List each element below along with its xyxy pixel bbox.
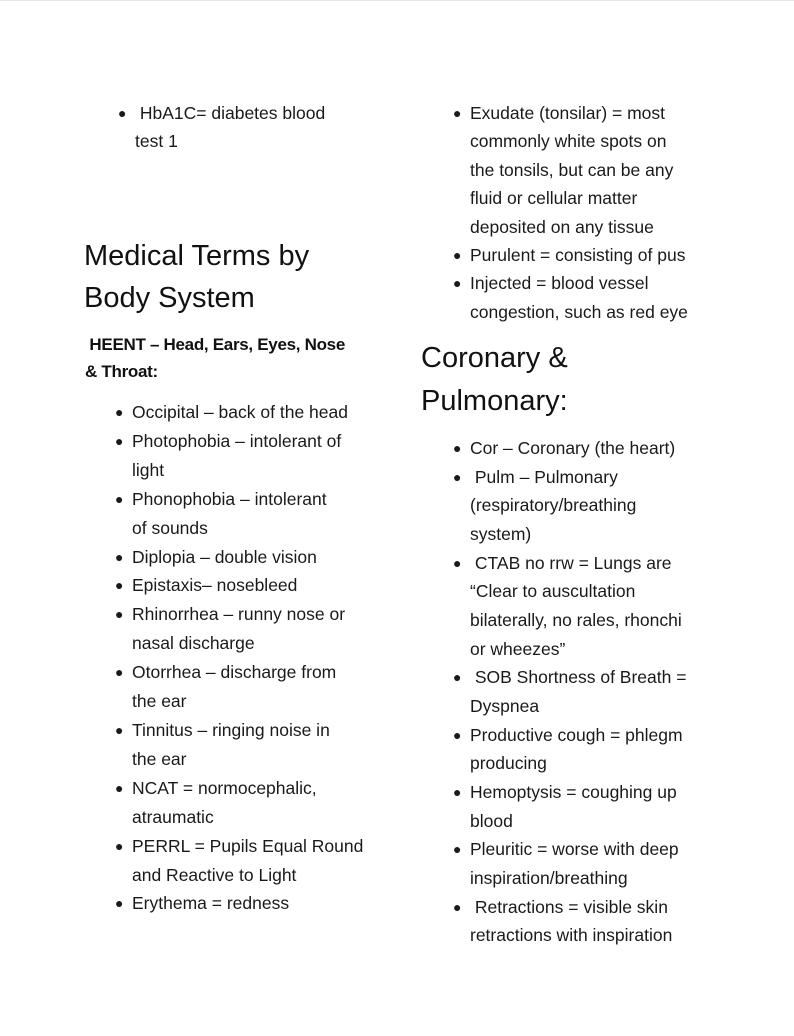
bullet-icon: ●: [118, 105, 127, 121]
list-item: [453, 778, 686, 835]
list-item-line: retractions with inspiration: [470, 925, 673, 946]
subheading-line: HEENT – Head, Ears, Eyes, Nose: [85, 335, 345, 354]
list-item-line: producing: [470, 753, 547, 774]
list-item-line: Tinnitus – ringing noise in: [132, 719, 330, 740]
list-item-line: CTAB no rrw = Lungs are: [470, 552, 672, 573]
list-item-line: Exudate (tonsilar) = most: [470, 103, 666, 123]
list-item: [453, 241, 688, 269]
list-item-line: system): [470, 523, 532, 544]
list-item-line: bilaterally, no rales, rhonchi: [470, 609, 682, 630]
page-top-border: [0, 0, 794, 1]
bullet-icon: ●: [453, 440, 462, 456]
list-item-line: Dyspnea: [470, 695, 540, 716]
bullet-icon: ●: [453, 841, 462, 858]
heent-list: [115, 398, 364, 918]
heading-line: Coronary &: [421, 342, 568, 374]
list-item: [115, 658, 363, 716]
list-item: [453, 463, 686, 549]
list-item-line: Epistaxis– nosebleed: [132, 575, 298, 596]
bullet-icon: ●: [115, 779, 124, 796]
list-item-line: Purulent = consisting of pus: [470, 245, 686, 266]
bullet-icon: ●: [453, 247, 462, 264]
list-item-line: test 1: [135, 131, 178, 151]
bullet-icon: ●: [453, 669, 462, 686]
list-item-line: and Reactive to Light: [132, 864, 297, 885]
bullet-icon: ●: [453, 105, 462, 121]
list-item-line: congestion, such as red eye: [470, 301, 688, 322]
list-item-line: of sounds: [132, 517, 208, 538]
list-item-line: SOB Shortness of Breath =: [470, 667, 687, 688]
bullet-icon: ●: [453, 726, 462, 743]
bullet-icon: ●: [453, 554, 462, 571]
coronary-pulmonary-list: [453, 434, 687, 950]
list-item-line: or wheezes”: [470, 638, 566, 659]
list-item-line: Erythema = redness: [132, 893, 290, 914]
bullet-icon: ●: [115, 664, 124, 681]
list-item: [453, 663, 687, 720]
bullet-icon: ●: [115, 490, 124, 507]
list-item-line: deposited on any tissue: [470, 216, 654, 237]
list-item: [453, 434, 686, 463]
list-item-line: fluid or cellular matter: [470, 188, 638, 209]
list-item: [115, 889, 363, 918]
list-item-line: atraumatic: [132, 806, 214, 827]
list-item: [453, 721, 686, 778]
bullet-icon: ●: [453, 783, 462, 800]
list-item: [115, 485, 363, 543]
list-item: [115, 543, 363, 572]
bullet-icon: ●: [115, 577, 124, 594]
list-item-line: Rhinorrhea – runny nose or: [132, 604, 346, 625]
intro-list: [118, 99, 326, 155]
list-item: [453, 835, 686, 892]
list-item-line: the ear: [132, 691, 187, 712]
subheading-heent: [85, 331, 345, 385]
list-item-line: Phonophobia – intolerant: [132, 488, 327, 509]
bullet-icon: ●: [115, 404, 124, 420]
heading-line: Pulmonary:: [421, 385, 568, 417]
list-item-line: the tonsils, but can be any: [470, 159, 674, 180]
list-item: [115, 716, 363, 774]
bullet-icon: ●: [115, 606, 124, 623]
heading-line: Medical Terms by: [84, 240, 310, 272]
section-heading-medical-terms: [84, 235, 309, 319]
list-item: [115, 600, 363, 658]
list-item-line: Diplopia – double vision: [132, 546, 317, 567]
list-item: [453, 549, 686, 664]
list-item-line: “Clear to auscultation: [470, 581, 636, 602]
list-item-line: Otorrhea – discharge from: [132, 662, 337, 683]
bullet-icon: ●: [115, 548, 124, 565]
list-item-line: commonly white spots on: [470, 131, 667, 152]
list-item: [453, 893, 686, 950]
list-item: [453, 99, 688, 241]
list-item-line: blood: [470, 810, 513, 831]
list-item-line: NCAT = normocephalic,: [132, 777, 317, 798]
list-item-line: Photophobia – intolerant of: [132, 430, 342, 451]
section-heading-coronary-pulmonary: [421, 337, 568, 423]
list-item: [118, 99, 326, 155]
list-item-line: Hemoptysis = coughing up: [470, 781, 677, 802]
list-item-line: (respiratory/breathing: [470, 495, 637, 516]
list-item-line: Injected = blood vessel: [470, 273, 649, 294]
list-item-line: nasal discharge: [132, 633, 255, 654]
list-item: [115, 398, 363, 427]
list-item: [115, 427, 363, 485]
list-item: [115, 774, 363, 832]
list-item-line: PERRL = Pupils Equal Round: [132, 835, 364, 856]
list-item: [453, 269, 688, 326]
bullet-icon: ●: [115, 432, 124, 449]
list-item-line: the ear: [132, 748, 187, 769]
list-item-line: Productive cough = phlegm: [470, 724, 683, 745]
list-item-line: Cor – Coronary (the heart): [470, 438, 676, 458]
list-item-line: inspiration/breathing: [470, 867, 628, 888]
bullet-icon: ●: [115, 895, 124, 912]
heading-line: Body System: [84, 282, 255, 314]
list-item-line: Pulm – Pulmonary: [470, 466, 618, 487]
bullet-icon: ●: [115, 837, 124, 854]
bullet-icon: ●: [115, 721, 124, 738]
list-item: [115, 832, 364, 890]
list-item-line: light: [132, 459, 165, 480]
list-item-line: Occipital – back of the head: [132, 402, 348, 422]
list-item-line: Pleuritic = worse with deep: [470, 839, 679, 860]
list-item: [115, 571, 363, 600]
bullet-icon: ●: [453, 275, 462, 292]
list-item-line: Retractions = visible skin: [470, 896, 668, 917]
subheading-line: & Throat:: [85, 362, 158, 381]
list-item-line: HbA1C= diabetes blood: [135, 103, 326, 123]
heent-continued-list: [453, 99, 688, 326]
bullet-icon: ●: [453, 468, 462, 485]
bullet-icon: ●: [453, 898, 462, 915]
